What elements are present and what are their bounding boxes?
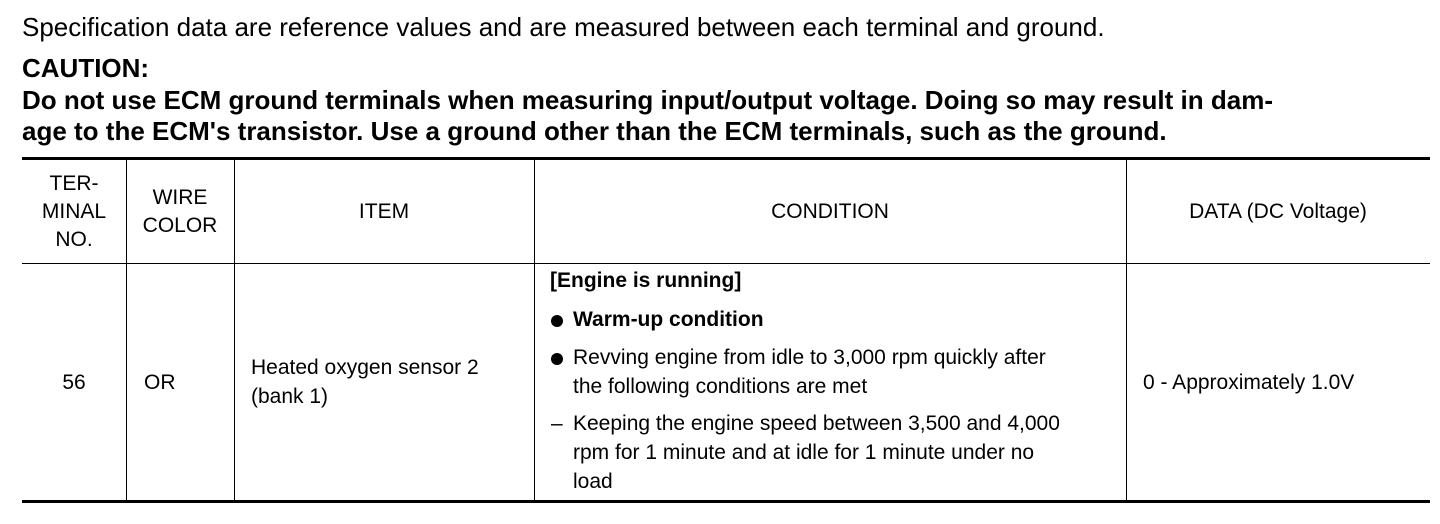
data-value: 0 - Approximately 1.0V bbox=[1143, 370, 1355, 394]
header-item: ITEM bbox=[358, 199, 410, 223]
header-wire-color bbox=[126, 160, 234, 263]
wire-color-value: OR bbox=[144, 370, 176, 394]
caution-text bbox=[22, 85, 1434, 147]
header-terminal-line-1: TER- bbox=[49, 171, 99, 195]
cell-data bbox=[1126, 264, 1430, 500]
condition-bullet-2 bbox=[550, 343, 1130, 401]
header-terminal-line-2: MINAL bbox=[41, 199, 107, 223]
header-data: DATA (DC Voltage) bbox=[1189, 199, 1367, 223]
caution-line-2: age to the ECM's transistor. Use a ground other than the ECM terminals, such as the ground. bbox=[22, 116, 1167, 146]
caution-line-1: Do not use ECM ground terminals when measuring input/output voltage. Doing so may result in dam- bbox=[22, 85, 1273, 115]
item-line-2: (bank 1) bbox=[251, 385, 329, 408]
bullet-icon bbox=[551, 353, 563, 365]
condition-state: [Engine is running] bbox=[550, 269, 742, 292]
header-wire-line-1: WIRE bbox=[152, 185, 208, 209]
header-terminal-line-3: NO. bbox=[55, 227, 93, 251]
bullet-2-line-2: the following conditions are met bbox=[573, 375, 868, 398]
dash-marker: – bbox=[551, 412, 563, 435]
sub-item-line-1: Keeping the engine speed between 3,500 and 4,000 bbox=[573, 412, 1060, 435]
condition-bullet-1 bbox=[550, 305, 1130, 334]
caution-heading: CAUTION: bbox=[22, 53, 150, 83]
item-line-1: Heated oxygen sensor 2 bbox=[251, 356, 479, 379]
cell-item bbox=[234, 264, 534, 500]
condition-sub-item bbox=[550, 409, 1130, 496]
bullet-icon bbox=[551, 315, 563, 327]
bullet-1-text: Warm-up condition bbox=[573, 308, 764, 331]
header-terminal-no bbox=[22, 160, 126, 263]
sub-item-line-3: load bbox=[573, 470, 613, 493]
ecm-terminal-table bbox=[22, 157, 1430, 503]
header-wire-line-2: COLOR bbox=[142, 213, 218, 237]
header-condition: CONDITION bbox=[771, 199, 889, 223]
sub-item-line-2: rpm for 1 minute and at idle for 1 minute under no bbox=[573, 441, 1035, 464]
bullet-2-line-1: Revving engine from idle to 3,000 rpm quickly after bbox=[573, 346, 1046, 369]
cell-terminal-no: 56 bbox=[62, 370, 86, 394]
cell-wire-color bbox=[126, 264, 234, 500]
intro-text: Specification data are reference values and are measured between each terminal and ground. bbox=[22, 12, 1105, 42]
